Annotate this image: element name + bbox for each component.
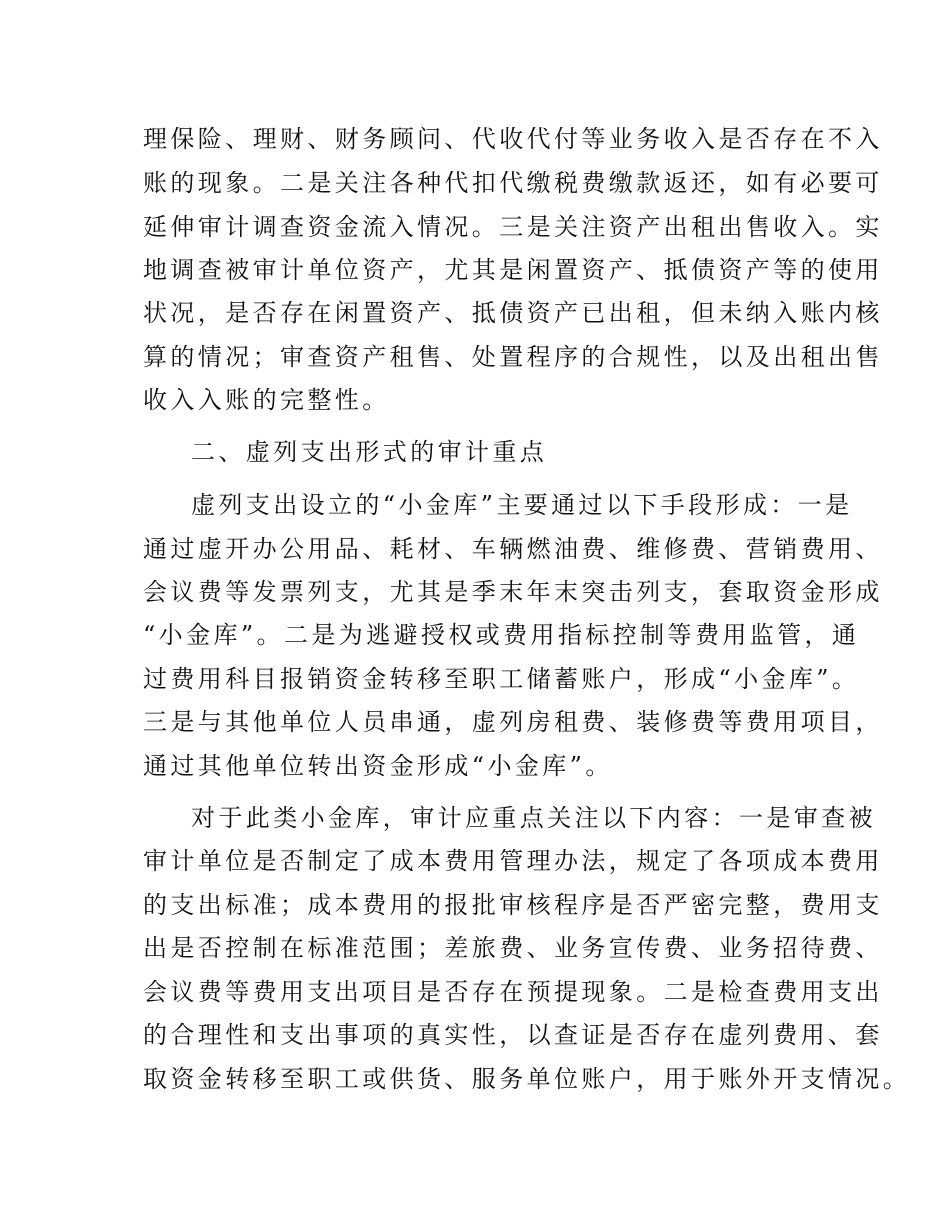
paragraph-2-line-1: 虚列支出设立的“小金库”主要通过以下手段形成：一是 <box>191 491 853 519</box>
paragraph-3-line-1: 对于此类小金库，审计应重点关注以下内容：一是审查被 <box>191 804 876 832</box>
paragraph-2-line-6: 三是与其他单位人员串通，虚列房租费、装修费等费用项目， <box>143 708 883 736</box>
paragraph-1-line-7: 收入入账的完整性。 <box>143 386 390 414</box>
paragraph-2-line-3: 会议费等发票列支，尤其是季末年末突击列支，套取资金形成 <box>143 578 883 606</box>
paragraph-1-line-5: 状况，是否存在闲置资产、抵债资产已出租，但未纳入账内核 <box>143 299 883 327</box>
paragraph-2-line-2: 通过虚开办公用品、耗材、车辆燃油费、维修费、营销费用、 <box>143 535 883 563</box>
paragraph-2-line-4: “小金库”。二是为逃避授权或费用指标控制等费用监管，通 <box>143 621 860 649</box>
paragraph-3-line-4: 出是否控制在标准范围；差旅费、业务宣传费、业务招待费、 <box>143 934 883 962</box>
paragraph-2-line-5: 过费用科目报销资金转移至职工储蓄账户，形成“小金库”。 <box>143 665 860 693</box>
paragraph-3-line-3: 的支出标准；成本费用的报批审核程序是否严密完整，费用支 <box>143 891 883 919</box>
paragraph-1-line-2: 账的现象。二是关注各种代扣代缴税费缴款返还，如有必要可 <box>143 169 883 197</box>
paragraph-1-line-3: 延伸审计调查资金流入情况。三是关注资产出租出售收入。实 <box>143 213 883 241</box>
paragraph-3-line-7: 取资金转移至职工或供货、服务单位账户，用于账外开支情况。 <box>143 1065 911 1093</box>
paragraph-1-line-4: 地调查被审计单位资产，尤其是闲置资产、抵债资产等的使用 <box>143 256 883 284</box>
paragraph-1-line-1: 理保险、理财、财务顾问、代收代付等业务收入是否存在不入 <box>143 125 883 153</box>
paragraph-3-line-6: 的合理性和支出事项的真实性，以查证是否存在虚列费用、套 <box>143 1021 883 1049</box>
paragraph-3-line-2: 审计单位是否制定了成本费用管理办法，规定了各项成本费用 <box>143 847 883 875</box>
paragraph-2-line-7: 通过其他单位转出资金形成“小金库”。 <box>143 752 613 780</box>
section-heading: 二、虚列支出形式的审计重点 <box>191 438 548 466</box>
paragraph-1-line-6: 算的情况；审查资产租售、处置程序的合规性，以及出租出售 <box>143 343 883 371</box>
paragraph-3-line-5: 会议费等费用支出项目是否存在预提现象。二是检查费用支出 <box>143 978 883 1006</box>
